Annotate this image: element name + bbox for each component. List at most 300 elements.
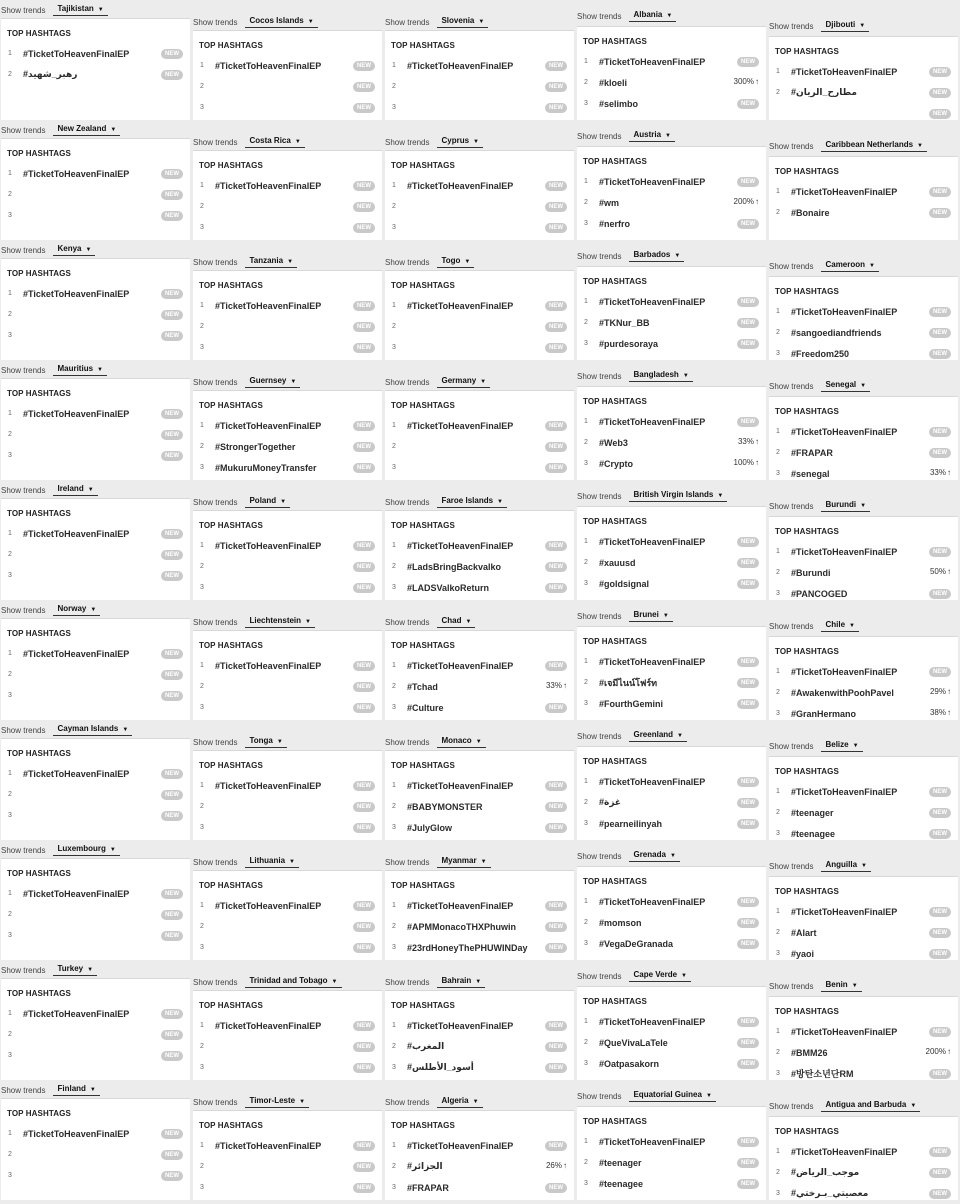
hashtag-label[interactable]: #TicketToHeavenFinalEP	[23, 648, 130, 659]
hashtag-row[interactable]	[769, 541, 958, 562]
hashtag-row[interactable]	[1, 784, 190, 805]
hashtag-label[interactable]: #AwakenwithPoohPavel	[791, 687, 894, 698]
country-selector[interactable]	[629, 370, 692, 382]
hashtag-row[interactable]	[769, 82, 958, 103]
hashtag-row[interactable]	[577, 891, 766, 912]
hashtag-label[interactable]: #kloeli	[599, 77, 628, 88]
hashtag-row[interactable]	[385, 775, 574, 796]
hashtag-row[interactable]	[769, 181, 958, 202]
hashtag-row[interactable]	[769, 922, 958, 943]
hashtag-label[interactable]: #goldsignal	[599, 578, 650, 589]
hashtag-label[interactable]: #Tchad	[407, 681, 438, 692]
country-selector[interactable]	[53, 124, 120, 136]
hashtag-label[interactable]: #TicketToHeavenFinalEP	[407, 1020, 514, 1031]
hashtag-row[interactable]	[1, 544, 190, 565]
hashtag-row[interactable]	[577, 1011, 766, 1032]
hashtag-label[interactable]: #TicketToHeavenFinalEP	[791, 1146, 898, 1157]
hashtag-label[interactable]: #أسود_الأطلس	[407, 1062, 474, 1072]
hashtag-row[interactable]	[385, 916, 574, 937]
hashtag-row[interactable]	[385, 577, 574, 598]
hashtag-row[interactable]	[193, 1135, 382, 1156]
country-selector[interactable]	[821, 500, 870, 512]
hashtag-label[interactable]: #LADSValkoReturn	[407, 582, 490, 593]
hashtag-label[interactable]: #TicketToHeavenFinalEP	[407, 420, 514, 431]
hashtag-label[interactable]: #TicketToHeavenFinalEP	[599, 656, 706, 667]
hashtag-label[interactable]: #TicketToHeavenFinalEP	[215, 1140, 322, 1151]
hashtag-row[interactable]	[385, 895, 574, 916]
hashtag-label[interactable]: #TicketToHeavenFinalEP	[599, 776, 706, 787]
hashtag-row[interactable]	[193, 796, 382, 817]
hashtag-label[interactable]: #TicketToHeavenFinalEP	[23, 528, 130, 539]
hashtag-label[interactable]: #purdesoraya	[599, 338, 659, 349]
country-selector[interactable]	[53, 844, 119, 856]
hashtag-row[interactable]	[193, 817, 382, 838]
hashtag-row[interactable]	[577, 573, 766, 594]
hashtag-row[interactable]	[193, 895, 382, 916]
hashtag-row[interactable]	[385, 655, 574, 676]
hashtag-label[interactable]: #wm	[599, 197, 620, 208]
hashtag-label[interactable]: #TicketToHeavenFinalEP	[23, 408, 130, 419]
hashtag-row[interactable]	[1, 883, 190, 904]
hashtag-row[interactable]	[193, 1015, 382, 1036]
country-selector[interactable]	[437, 616, 475, 628]
hashtag-label[interactable]: #TicketToHeavenFinalEP	[215, 300, 322, 311]
hashtag-row[interactable]	[193, 775, 382, 796]
hashtag-label[interactable]: #방탄소년단RM	[791, 1069, 854, 1079]
country-selector[interactable]	[821, 860, 871, 872]
country-selector[interactable]	[245, 616, 315, 628]
hashtag-label[interactable]: #FRAPAR	[407, 1182, 449, 1193]
hashtag-label[interactable]: #TicketToHeavenFinalEP	[407, 900, 514, 911]
hashtag-row[interactable]	[577, 453, 766, 474]
hashtag-row[interactable]	[577, 1152, 766, 1173]
hashtag-row[interactable]	[385, 796, 574, 817]
country-selector[interactable]	[437, 1096, 482, 1108]
hashtag-row[interactable]	[193, 535, 382, 556]
country-selector[interactable]	[245, 1096, 309, 1108]
hashtag-row[interactable]	[1, 424, 190, 445]
hashtag-label[interactable]: #TicketToHeavenFinalEP	[599, 176, 706, 187]
hashtag-label[interactable]: #TicketToHeavenFinalEP	[599, 416, 706, 427]
hashtag-row[interactable]	[577, 792, 766, 813]
country-selector[interactable]	[53, 364, 107, 376]
hashtag-row[interactable]	[769, 442, 958, 463]
hashtag-row[interactable]	[385, 295, 574, 316]
country-selector[interactable]	[629, 970, 691, 982]
hashtag-row[interactable]	[1, 664, 190, 685]
hashtag-row[interactable]	[577, 1173, 766, 1194]
hashtag-row[interactable]	[193, 697, 382, 718]
hashtag-label[interactable]: #teenager	[791, 807, 834, 818]
country-selector[interactable]	[821, 980, 861, 992]
hashtag-label[interactable]: #TKNur_BB	[599, 317, 650, 328]
hashtag-row[interactable]	[577, 531, 766, 552]
hashtag-label[interactable]: #Culture	[407, 702, 444, 713]
hashtag-label[interactable]: #مطارح_الريان	[791, 87, 857, 97]
hashtag-label[interactable]: #TicketToHeavenFinalEP	[791, 426, 898, 437]
hashtag-row[interactable]	[193, 55, 382, 76]
hashtag-label[interactable]: #Bonaire	[791, 207, 830, 218]
hashtag-label[interactable]: #TicketToHeavenFinalEP	[791, 1026, 898, 1037]
hashtag-row[interactable]	[385, 436, 574, 457]
hashtag-label[interactable]: #QueVivaLaTele	[599, 1037, 668, 1048]
hashtag-row[interactable]	[385, 697, 574, 718]
hashtag-row[interactable]	[385, 457, 574, 478]
country-selector[interactable]	[821, 140, 927, 152]
section-title: TOP HASHTAGS	[7, 749, 71, 758]
hashtag-row[interactable]	[577, 771, 766, 792]
hashtag-row[interactable]	[193, 316, 382, 337]
country-selector[interactable]	[629, 850, 679, 862]
hashtag-label[interactable]: #TicketToHeavenFinalEP	[23, 48, 130, 59]
country-selector[interactable]	[245, 976, 341, 988]
country-selector[interactable]	[53, 244, 95, 256]
hashtag-label[interactable]: #غزة	[599, 797, 622, 807]
country-selector[interactable]	[53, 604, 100, 616]
hashtag-row[interactable]	[193, 97, 382, 118]
country-selector[interactable]	[821, 20, 869, 32]
hashtag-label[interactable]: #TicketToHeavenFinalEP	[23, 168, 130, 179]
country-selector[interactable]	[629, 10, 676, 22]
hashtag-row[interactable]	[193, 436, 382, 457]
hashtag-row[interactable]	[769, 1021, 958, 1042]
hashtag-row[interactable]	[769, 682, 958, 703]
country-selector[interactable]	[245, 376, 300, 388]
hashtag-label[interactable]: #Alart	[791, 927, 817, 938]
hashtag-row[interactable]	[577, 213, 766, 234]
country-name: Tanzania	[249, 256, 284, 265]
hashtag-label[interactable]: #Freedom250	[791, 348, 850, 359]
hashtag-label[interactable]: #TicketToHeavenFinalEP	[407, 660, 514, 671]
hashtag-label[interactable]: #TicketToHeavenFinalEP	[215, 180, 322, 191]
hashtag-row[interactable]	[577, 333, 766, 354]
country-selector[interactable]	[437, 256, 474, 268]
hashtag-label[interactable]: #xauusd	[599, 557, 636, 568]
hashtag-row[interactable]	[577, 411, 766, 432]
hashtag-label[interactable]: #TicketToHeavenFinalEP	[215, 660, 322, 671]
country-selector[interactable]	[437, 376, 490, 388]
hashtag-row[interactable]	[193, 196, 382, 217]
hashtag-row[interactable]	[385, 1177, 574, 1198]
country-selector[interactable]	[821, 620, 859, 632]
hashtag-row[interactable]	[385, 175, 574, 196]
hashtag-label[interactable]: #TicketToHeavenFinalEP	[23, 288, 130, 299]
hashtag-row[interactable]	[1, 445, 190, 466]
hashtag-row[interactable]	[769, 301, 958, 322]
hashtag-label[interactable]: #TicketToHeavenFinalEP	[407, 540, 514, 551]
hashtag-label[interactable]: #selimbo	[599, 98, 639, 109]
hashtag-label[interactable]: #TicketToHeavenFinalEP	[791, 66, 898, 77]
hashtag-row[interactable]	[385, 55, 574, 76]
hashtag-row[interactable]	[193, 295, 382, 316]
hashtag-label[interactable]: #teenagee	[791, 828, 836, 839]
hashtag-label[interactable]: #معصيتي_بـرختي	[791, 1188, 869, 1198]
hashtag-label[interactable]: #23rdHoneyThePHUWINDay	[407, 942, 528, 953]
hashtag-row[interactable]	[577, 171, 766, 192]
country-selector[interactable]	[245, 256, 297, 268]
hashtag-row[interactable]	[1, 325, 190, 346]
hashtag-row[interactable]	[385, 1036, 574, 1057]
hashtag-label[interactable]: #رهبر_شهيد	[23, 69, 78, 79]
hashtag-label[interactable]: #TicketToHeavenFinalEP	[23, 1008, 130, 1019]
hashtag-row[interactable]	[769, 1141, 958, 1162]
country-selector[interactable]	[245, 16, 317, 28]
hashtag-row[interactable]	[1, 805, 190, 826]
hashtag-row[interactable]	[1, 304, 190, 325]
hashtag-row[interactable]	[193, 457, 382, 478]
hashtag-row[interactable]	[385, 1135, 574, 1156]
hashtag-row[interactable]	[1, 184, 190, 205]
hashtag-label[interactable]: #Crypto	[599, 458, 634, 469]
hashtag-label[interactable]: #TicketToHeavenFinalEP	[599, 896, 706, 907]
hashtag-row[interactable]	[385, 415, 574, 436]
hashtag-row[interactable]	[193, 556, 382, 577]
hashtag-label[interactable]: #TicketToHeavenFinalEP	[407, 1140, 514, 1151]
hashtag-row[interactable]	[385, 937, 574, 958]
hashtag-row[interactable]	[769, 1183, 958, 1204]
hashtag-label[interactable]: #pearneilinyah	[599, 818, 663, 829]
hashtag-row[interactable]	[385, 76, 574, 97]
hashtag-label[interactable]: #TicketToHeavenFinalEP	[23, 768, 130, 779]
country-selector[interactable]	[821, 380, 870, 392]
country-selector[interactable]	[437, 136, 483, 148]
hashtag-label[interactable]: #momson	[599, 917, 642, 928]
section-title: TOP HASHTAGS	[199, 281, 263, 290]
hashtag-row[interactable]	[577, 312, 766, 333]
hashtag-label[interactable]: #TicketToHeavenFinalEP	[215, 900, 322, 911]
hashtag-row[interactable]	[193, 1057, 382, 1078]
country-selector[interactable]	[821, 740, 862, 752]
hashtag-row[interactable]	[769, 202, 958, 223]
hashtag-row[interactable]	[1, 1123, 190, 1144]
hashtag-row[interactable]	[193, 676, 382, 697]
hashtag-row[interactable]	[577, 813, 766, 834]
hashtag-row[interactable]	[385, 316, 574, 337]
hashtag-label[interactable]: #موجب_الرياض	[791, 1167, 860, 1177]
hashtag-row[interactable]	[577, 93, 766, 114]
hashtag-label[interactable]: #Web3	[599, 437, 628, 448]
hashtag-label[interactable]: #TicketToHeavenFinalEP	[407, 60, 514, 71]
hashtag-row[interactable]	[1, 523, 190, 544]
country-selector[interactable]	[245, 736, 286, 748]
hashtag-label[interactable]: #StrongerTogether	[215, 441, 296, 452]
country-selector[interactable]	[437, 736, 485, 748]
hashtag-label[interactable]: #TicketToHeavenFinalEP	[215, 540, 322, 551]
hashtag-row[interactable]	[385, 1015, 574, 1036]
hashtag-row[interactable]	[1, 64, 190, 85]
hashtag-row[interactable]	[193, 577, 382, 598]
country-selector[interactable]	[437, 496, 507, 508]
hashtag-row[interactable]	[769, 901, 958, 922]
hashtag-label[interactable]: #TicketToHeavenFinalEP	[791, 666, 898, 677]
hashtag-label[interactable]: #TicketToHeavenFinalEP	[599, 1136, 706, 1147]
hashtag-row[interactable]	[1, 163, 190, 184]
country-selector[interactable]	[245, 856, 299, 868]
hashtag-row[interactable]	[385, 556, 574, 577]
country-selector[interactable]	[629, 250, 684, 262]
country-selector[interactable]	[437, 976, 485, 988]
hashtag-label[interactable]: #TicketToHeavenFinalEP	[599, 296, 706, 307]
hashtag-row[interactable]	[1, 1045, 190, 1066]
hashtag-row[interactable]	[1, 43, 190, 64]
hashtag-row[interactable]	[577, 693, 766, 714]
hashtag-row[interactable]	[769, 61, 958, 82]
hashtag-label[interactable]: #TicketToHeavenFinalEP	[215, 420, 322, 431]
hashtag-row[interactable]	[385, 1156, 574, 1177]
hashtag-row[interactable]	[769, 421, 958, 442]
hashtag-row[interactable]	[577, 1032, 766, 1053]
hashtag-row[interactable]	[577, 1053, 766, 1074]
hashtag-row[interactable]	[1, 403, 190, 424]
hashtag-row[interactable]	[193, 76, 382, 97]
hashtag-row[interactable]	[193, 415, 382, 436]
hashtag-row[interactable]	[1, 643, 190, 664]
hashtag-row[interactable]	[577, 933, 766, 954]
hashtag-label[interactable]: #TicketToHeavenFinalEP	[599, 56, 706, 67]
country-selector[interactable]	[53, 1084, 99, 1096]
country-selector[interactable]	[53, 4, 107, 16]
hashtag-label[interactable]: #TicketToHeavenFinalEP	[791, 906, 898, 917]
hashtag-row[interactable]	[1, 1144, 190, 1165]
hashtag-label[interactable]: #teenager	[599, 1157, 642, 1168]
hashtag-row[interactable]	[1, 685, 190, 706]
hashtag-row[interactable]	[385, 97, 574, 118]
hashtag-row[interactable]	[769, 1162, 958, 1183]
hashtag-label[interactable]: #TicketToHeavenFinalEP	[791, 186, 898, 197]
hashtag-row[interactable]	[769, 562, 958, 583]
country-selector[interactable]	[629, 490, 727, 502]
country-selector[interactable]	[245, 496, 290, 508]
hashtag-label[interactable]: #GranHermano	[791, 708, 857, 719]
hashtag-row[interactable]	[577, 912, 766, 933]
hashtag-label[interactable]: #senegal	[791, 468, 830, 479]
hashtag-row[interactable]	[1, 283, 190, 304]
caret-down-icon: ▼	[869, 263, 875, 269]
hashtag-label[interactable]: #الجزائر	[407, 1161, 443, 1171]
hashtag-row[interactable]	[577, 72, 766, 93]
hashtag-label[interactable]: #JulyGlow	[407, 822, 453, 833]
hashtag-row[interactable]	[1, 904, 190, 925]
country-selector[interactable]	[437, 16, 488, 28]
hashtag-label[interactable]: #TicketToHeavenFinalEP	[407, 780, 514, 791]
country-selector[interactable]	[629, 610, 672, 622]
country-selector[interactable]	[629, 730, 687, 742]
rank-number: 2	[584, 199, 588, 206]
hashtag-row[interactable]	[769, 1042, 958, 1063]
hashtag-row[interactable]	[193, 217, 382, 238]
hashtag-row[interactable]	[577, 432, 766, 453]
hashtag-label[interactable]: #FourthGemini	[599, 698, 664, 709]
hashtag-label[interactable]: #nerfro	[599, 218, 631, 229]
hashtag-row[interactable]	[1, 925, 190, 946]
hashtag-row[interactable]	[1, 565, 190, 586]
hashtag-label[interactable]: #MukuruMoneyTransfer	[215, 462, 317, 473]
hashtag-row[interactable]	[385, 337, 574, 358]
hashtag-label[interactable]: #VegaDeGranada	[599, 938, 674, 949]
country-selector[interactable]	[53, 964, 97, 976]
hashtag-label[interactable]: #TicketToHeavenFinalEP	[791, 546, 898, 557]
hashtag-label[interactable]: #TicketToHeavenFinalEP	[215, 60, 322, 71]
hashtag-label[interactable]: #TicketToHeavenFinalEP	[215, 1020, 322, 1031]
hashtag-label[interactable]: #yaoi	[791, 948, 815, 959]
hashtag-row[interactable]	[193, 916, 382, 937]
hashtag-row[interactable]	[193, 937, 382, 958]
top-hashtags-card	[385, 510, 574, 600]
country-selector[interactable]	[629, 130, 675, 142]
hashtag-row[interactable]	[1, 1165, 190, 1186]
hashtag-label[interactable]: #LadsBringBackvalko	[407, 561, 502, 572]
hashtag-label[interactable]: #APMMonacoTHXPhuwin	[407, 921, 517, 932]
hashtag-row[interactable]	[193, 1177, 382, 1198]
hashtag-label[interactable]: #teenagee	[599, 1178, 644, 1189]
hashtag-row[interactable]	[577, 51, 766, 72]
hashtag-label[interactable]: #TicketToHeavenFinalEP	[23, 888, 130, 899]
hashtag-label[interactable]: #Burundi	[791, 567, 831, 578]
country-selector[interactable]	[629, 1090, 715, 1102]
country-selector[interactable]	[245, 136, 304, 148]
hashtag-label[interactable]: #TicketToHeavenFinalEP	[791, 786, 898, 797]
country-selector[interactable]	[821, 260, 879, 272]
hashtag-row[interactable]	[577, 651, 766, 672]
hashtag-label[interactable]: #TicketToHeavenFinalEP	[23, 1128, 130, 1139]
hashtag-label[interactable]: #PANCOGED	[791, 588, 848, 599]
hashtag-row[interactable]	[769, 322, 958, 343]
hashtag-row[interactable]	[385, 817, 574, 838]
hashtag-row[interactable]	[1, 763, 190, 784]
hashtag-row[interactable]	[385, 676, 574, 697]
hashtag-row[interactable]	[193, 1156, 382, 1177]
hashtag-row[interactable]	[769, 802, 958, 823]
hashtag-row[interactable]	[193, 1036, 382, 1057]
hashtag-label[interactable]: #BMM26	[791, 1047, 828, 1058]
hashtag-row[interactable]	[577, 192, 766, 213]
hashtag-row[interactable]	[577, 1131, 766, 1152]
hashtag-label[interactable]: #TicketToHeavenFinalEP	[791, 306, 898, 317]
hashtag-row[interactable]	[577, 672, 766, 693]
country-selector[interactable]	[437, 856, 490, 868]
arrow-up-icon: ↑	[947, 708, 951, 717]
hashtag-row[interactable]	[1, 1024, 190, 1045]
hashtag-row[interactable]	[769, 661, 958, 682]
hashtag-label[interactable]: #FRAPAR	[791, 447, 833, 458]
hashtag-row[interactable]	[385, 196, 574, 217]
hashtag-row[interactable]	[769, 781, 958, 802]
hashtag-row[interactable]	[1, 1003, 190, 1024]
hashtag-row[interactable]	[193, 655, 382, 676]
country-selector[interactable]	[53, 484, 97, 496]
hashtag-row[interactable]	[1, 205, 190, 226]
country-selector[interactable]	[53, 724, 132, 736]
hashtag-row[interactable]	[385, 217, 574, 238]
hashtag-label[interactable]: #TicketToHeavenFinalEP	[599, 536, 706, 547]
hashtag-label[interactable]: #sangoediandfriends	[791, 327, 882, 338]
country-selector[interactable]	[821, 1100, 920, 1112]
hashtag-label[interactable]: #المغرب	[407, 1041, 445, 1051]
hashtag-row[interactable]	[193, 175, 382, 196]
hashtag-row[interactable]	[577, 552, 766, 573]
hashtag-label[interactable]: #TicketToHeavenFinalEP	[599, 1016, 706, 1027]
hashtag-label[interactable]: #BABYMONSTER	[407, 801, 483, 812]
hashtag-row[interactable]	[193, 337, 382, 358]
hashtag-row[interactable]	[577, 291, 766, 312]
hashtag-row[interactable]	[385, 1057, 574, 1078]
hashtag-label[interactable]: #TicketToHeavenFinalEP	[407, 180, 514, 191]
hashtag-label[interactable]: #เจมีไนน์โฟร์ท	[599, 677, 658, 688]
hashtag-label[interactable]: #TicketToHeavenFinalEP	[407, 300, 514, 311]
hashtag-row[interactable]	[385, 535, 574, 556]
hashtag-label[interactable]: #Oatpasakorn	[599, 1058, 660, 1069]
hashtag-label[interactable]: #TicketToHeavenFinalEP	[215, 780, 322, 791]
